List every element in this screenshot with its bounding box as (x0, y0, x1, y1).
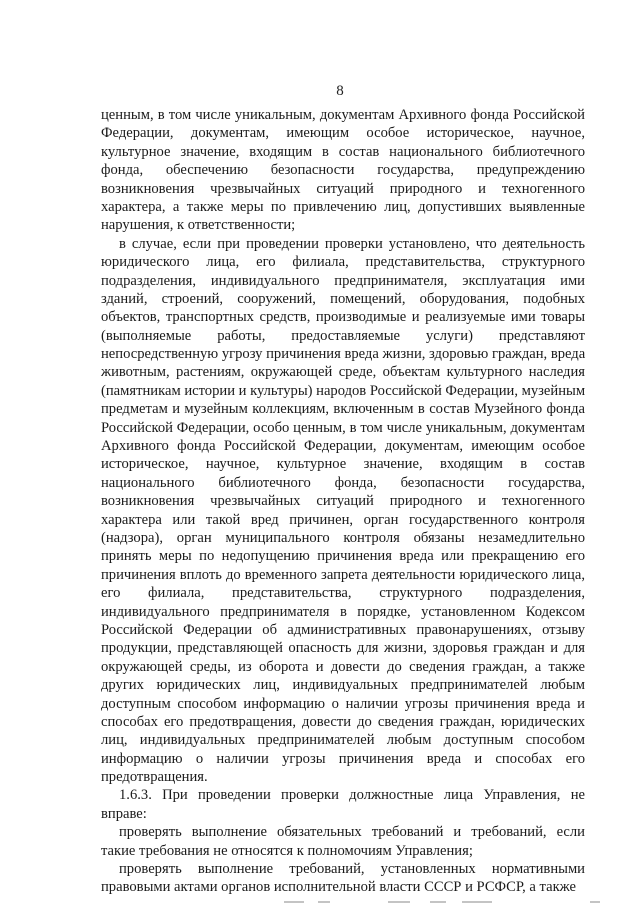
text-line: (памятникам истории и культуры) народов Российской Федерации, музейным (101, 382, 586, 399)
text-line: продукции, представляющей опасность для жизни, здоровья граждан и для (101, 640, 585, 657)
text-line: индивидуального предпринимателя в порядке, установленном Кодексом (101, 603, 585, 620)
text-line: причинения вплоть до временного запрета деятельности юридического лица, (101, 566, 585, 583)
text-line: характера, а также меры по привлечению лиц, допустивших выявленные (101, 198, 585, 215)
text-line: национального библиотечного фонда, безопасности государства, (101, 474, 585, 491)
paragraph (101, 786, 585, 823)
text-line: характера или такой вред причинен, орган государственного контроля (101, 511, 585, 528)
text-line: юридического лица, его филиала, представительства, структурного (101, 254, 585, 271)
text-line: зданий, строений, сооружений, помещений, оборудования, подобных (101, 290, 585, 307)
text-line: его филиала, представительства, структурного подразделения, (101, 585, 585, 602)
text-line: (надзора), орган муниципального контроля обязаны незамедлительно (101, 529, 585, 546)
text-line: вправе: (101, 805, 147, 822)
text-line: 1.6.3. При проведении проверки должностные лица Управления, не (119, 787, 585, 804)
text-line: правовыми актами органов исполнительной власти СССР и РСФСР, а также (101, 879, 577, 896)
text-line: проверять выполнение обязательных требований и требований, если (119, 824, 585, 841)
text-line: Российской Федерации, особо ценным, в том числе уникальным, документам (101, 419, 585, 436)
text-line: других юридических лиц, индивидуальных предпринимателей любым (101, 677, 585, 694)
text-line: окружающей среды, из оборота и довести до сведения граждан, а также (101, 658, 585, 675)
text-line: предметам и музейным коллекциям, включенным в состав Музейного фонда (101, 401, 585, 418)
text-line: подразделения, индивидуального предпринимателя, эксплуатация ими (101, 272, 585, 289)
text-line: возникновения чрезвычайных ситуаций природного и техногенного (101, 180, 585, 197)
text-line: Российской Федерации об административных правонарушениях, отзыву (101, 621, 585, 638)
page-number: 8 (336, 83, 344, 99)
paragraph (101, 235, 585, 787)
text-line: возникновения чрезвычайных ситуаций природного и техногенного (101, 493, 585, 510)
paragraph (101, 860, 585, 897)
text-line: фонда, обеспечению безопасности государства, предупреждению (101, 162, 585, 179)
text-line: доступным способом информацию о наличии угрозы причинения вреда и (101, 695, 585, 712)
document-body (101, 106, 585, 897)
text-line: информацию о наличии угрозы причинения вреда и способах его (101, 750, 585, 767)
paragraph (101, 823, 585, 860)
scan-edge-marks (0, 893, 640, 905)
text-line: объектов, транспортных средств, производимые и реализуемые ими товары (101, 309, 585, 326)
text-line: такие требования не относятся к полномочиям Управления; (101, 842, 473, 859)
text-line: животным, растениям, окружающей среде, объектам культурного наследия (101, 364, 585, 381)
text-line: непосредственную угрозу причинения вреда жизни, здоровью граждан, вреда (101, 346, 586, 363)
text-line: Архивного фонда Российской Федерации, документам, имеющим особое (101, 438, 585, 455)
text-line: нарушения, к ответственности; (101, 217, 296, 234)
text-line: историческое, научное, культурное значение, входящим в состав (101, 456, 585, 473)
text-line: в случае, если при проведении проверки установлено, что деятельность (119, 235, 585, 252)
text-line: предотвращения. (101, 769, 208, 786)
text-line: способах его предотвращения, довести до сведения граждан, юридических (101, 713, 585, 730)
text-line: лиц, индивидуальных предпринимателей любым доступным способом (101, 732, 585, 749)
paragraph (101, 106, 585, 235)
text-line: принять меры по недопущению причинения вреда или прекращению его (101, 548, 585, 565)
text-line: проверять выполнение требований, установленных нормативными (119, 861, 585, 878)
text-line: культурное значение, входящим в состав национального библиотечного (101, 143, 585, 160)
text-line: Федерации, документам, имеющим особое историческое, научное, (101, 125, 585, 142)
text-line: ценным, в том числе уникальным, документам Архивного фонда Российской (101, 107, 585, 123)
text-line: (выполняемые работы, предоставляемые услуги) представляют (101, 327, 585, 344)
